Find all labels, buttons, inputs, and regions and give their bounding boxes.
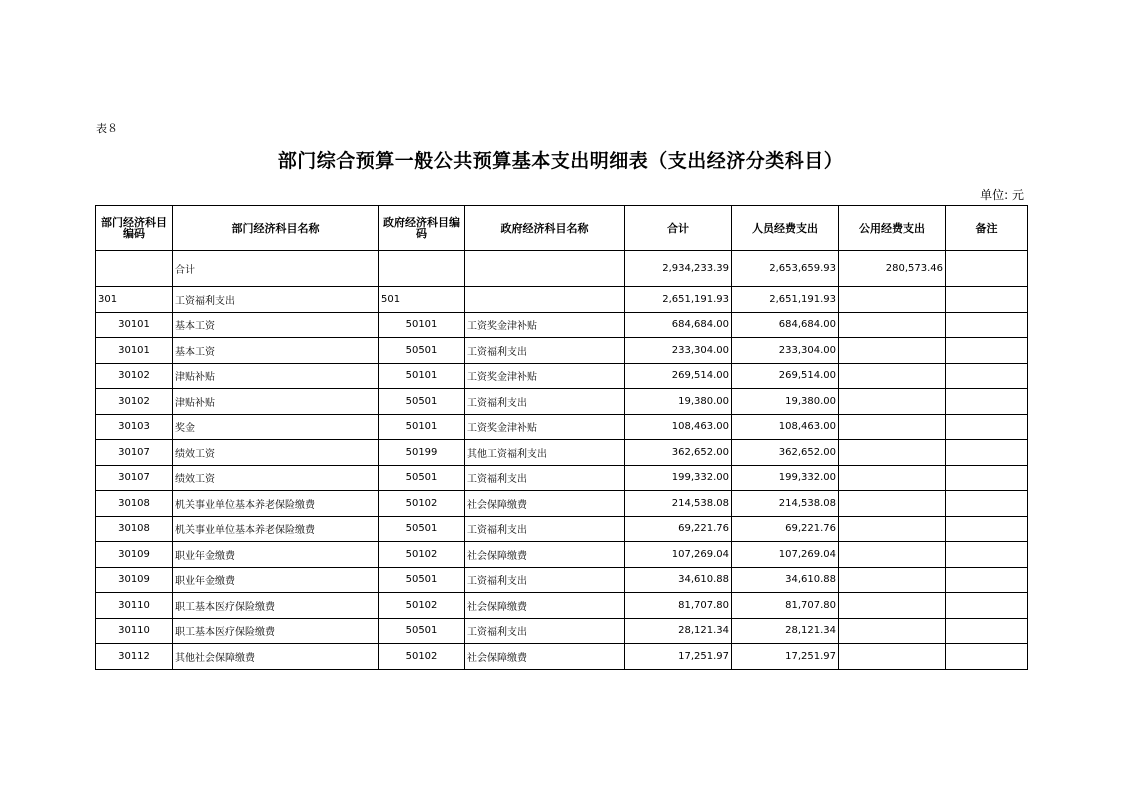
cell-gov-name: 工资奖金津补贴	[465, 312, 625, 338]
cell-gov-name: 工资福利支出	[465, 389, 625, 415]
cell-dept-name: 津贴补贴	[173, 363, 379, 389]
cell-note	[946, 491, 1028, 517]
cell-total: 199,332.00	[625, 465, 732, 491]
cell-total: 684,684.00	[625, 312, 732, 338]
cell-total: 362,652.00	[625, 440, 732, 466]
cell-gov-name: 社会保障缴费	[465, 491, 625, 517]
cell-gov-name: 工资福利支出	[465, 567, 625, 593]
cell-gov-name: 工资福利支出	[465, 618, 625, 644]
cell-dept-code: 30107	[96, 440, 173, 466]
cell-gov-name: 工资福利支出	[465, 338, 625, 364]
cell-note	[946, 414, 1028, 440]
cell-public	[839, 542, 946, 568]
cell-personnel: 34,610.88	[732, 567, 839, 593]
cell-total: 233,304.00	[625, 338, 732, 364]
table-row	[96, 516, 1028, 542]
cell-note	[946, 644, 1028, 670]
cell-total: 108,463.00	[625, 414, 732, 440]
cell-personnel: 233,304.00	[732, 338, 839, 364]
cell-public	[839, 491, 946, 517]
cell-public	[839, 618, 946, 644]
cell-total: 28,121.34	[625, 618, 732, 644]
table-row	[96, 491, 1028, 517]
cell-public	[839, 414, 946, 440]
cell-personnel: 107,269.04	[732, 542, 839, 568]
table-row	[96, 542, 1028, 568]
col-header-public: 公用经费支出	[839, 206, 946, 251]
cell-public	[839, 287, 946, 313]
cell-gov-code: 50101	[379, 414, 465, 440]
cell-personnel: 684,684.00	[732, 312, 839, 338]
cell-gov-code: 50501	[379, 465, 465, 491]
cell-public	[839, 440, 946, 466]
cell-note	[946, 465, 1028, 491]
cell-dept-code: 30102	[96, 363, 173, 389]
cell-note	[946, 389, 1028, 415]
col-header-gov-name: 政府经济科目名称	[465, 206, 625, 251]
cell-personnel: 17,251.97	[732, 644, 839, 670]
cell-public	[839, 644, 946, 670]
total-personnel: 2,653,659.93	[732, 251, 839, 287]
cell-personnel: 199,332.00	[732, 465, 839, 491]
table-row	[96, 618, 1028, 644]
cell-dept-name: 绩效工资	[173, 440, 379, 466]
cell-gov-code: 50102	[379, 644, 465, 670]
total-gov-code	[379, 251, 465, 287]
cell-personnel: 269,514.00	[732, 363, 839, 389]
cell-public	[839, 363, 946, 389]
total-amount: 2,934,233.39	[625, 251, 732, 287]
cell-total: 17,251.97	[625, 644, 732, 670]
cell-gov-code: 50101	[379, 363, 465, 389]
cell-dept-code: 30101	[96, 312, 173, 338]
cell-personnel: 214,538.08	[732, 491, 839, 517]
table-row	[96, 389, 1028, 415]
cell-dept-name: 职业年金缴费	[173, 567, 379, 593]
cell-public	[839, 338, 946, 364]
table-row	[96, 414, 1028, 440]
cell-dept-name: 基本工资	[173, 338, 379, 364]
cell-dept-name: 机关事业单位基本养老保险缴费	[173, 491, 379, 517]
cell-dept-name: 机关事业单位基本养老保险缴费	[173, 516, 379, 542]
cell-public	[839, 593, 946, 619]
cell-dept-code: 30112	[96, 644, 173, 670]
header-row	[96, 206, 1028, 251]
cell-gov-code: 501	[379, 287, 465, 313]
cell-dept-code: 30102	[96, 389, 173, 415]
table-row	[96, 593, 1028, 619]
cell-personnel: 362,652.00	[732, 440, 839, 466]
cell-note	[946, 567, 1028, 593]
cell-gov-name: 工资福利支出	[465, 465, 625, 491]
cell-dept-code: 30108	[96, 491, 173, 517]
cell-public	[839, 516, 946, 542]
cell-personnel: 28,121.34	[732, 618, 839, 644]
cell-public	[839, 389, 946, 415]
cell-note	[946, 618, 1028, 644]
table-row	[96, 567, 1028, 593]
cell-dept-name: 津贴补贴	[173, 389, 379, 415]
cell-dept-code: 30110	[96, 593, 173, 619]
cell-public	[839, 567, 946, 593]
total-public: 280,573.46	[839, 251, 946, 287]
cell-note	[946, 593, 1028, 619]
col-header-personnel: 人员经费支出	[732, 206, 839, 251]
cell-dept-name: 基本工资	[173, 312, 379, 338]
cell-gov-name: 工资福利支出	[465, 516, 625, 542]
cell-personnel: 2,651,191.93	[732, 287, 839, 313]
cell-note	[946, 440, 1028, 466]
table-number: 表８	[96, 122, 118, 135]
cell-note	[946, 287, 1028, 313]
cell-gov-code: 50101	[379, 312, 465, 338]
cell-note	[946, 542, 1028, 568]
cell-total: 81,707.80	[625, 593, 732, 619]
cell-note	[946, 363, 1028, 389]
table-row	[96, 440, 1028, 466]
cell-dept-code: 30109	[96, 567, 173, 593]
table-row	[96, 338, 1028, 364]
cell-total: 19,380.00	[625, 389, 732, 415]
table-row	[96, 465, 1028, 491]
cell-gov-code: 50501	[379, 567, 465, 593]
table-row	[96, 312, 1028, 338]
cell-gov-code: 50501	[379, 516, 465, 542]
cell-note	[946, 312, 1028, 338]
table-row	[96, 363, 1028, 389]
cell-gov-code: 50199	[379, 440, 465, 466]
cell-note	[946, 516, 1028, 542]
cell-total: 2,651,191.93	[625, 287, 732, 313]
cell-gov-code: 50501	[379, 338, 465, 364]
cell-public	[839, 465, 946, 491]
cell-public	[839, 312, 946, 338]
budget-table	[95, 205, 1028, 670]
cell-dept-code: 30109	[96, 542, 173, 568]
cell-dept-name: 工资福利支出	[173, 287, 379, 313]
cell-note	[946, 338, 1028, 364]
cell-gov-name	[465, 287, 625, 313]
document-title: 部门综合预算一般公共预算基本支出明细表（支出经济分类科目）	[277, 150, 844, 172]
cell-personnel: 19,380.00	[732, 389, 839, 415]
cell-gov-code: 50501	[379, 389, 465, 415]
cell-dept-code: 30108	[96, 516, 173, 542]
cell-dept-code: 30110	[96, 618, 173, 644]
cell-personnel: 69,221.76	[732, 516, 839, 542]
cell-total: 214,538.08	[625, 491, 732, 517]
cell-gov-code: 50102	[379, 491, 465, 517]
cell-gov-code: 50501	[379, 618, 465, 644]
total-note	[946, 251, 1028, 287]
cell-dept-code: 30103	[96, 414, 173, 440]
col-header-dept-code: 部门经济科目编码	[96, 206, 173, 251]
cell-gov-name: 社会保障缴费	[465, 542, 625, 568]
cell-gov-name: 社会保障缴费	[465, 593, 625, 619]
total-label: 合计	[173, 251, 379, 287]
cell-dept-code: 301	[96, 287, 173, 313]
cell-dept-code: 30101	[96, 338, 173, 364]
cell-gov-code: 50102	[379, 593, 465, 619]
cell-gov-name: 工资奖金津补贴	[465, 414, 625, 440]
cell-dept-name: 奖金	[173, 414, 379, 440]
cell-personnel: 108,463.00	[732, 414, 839, 440]
total-dept-code	[96, 251, 173, 287]
cell-total: 107,269.04	[625, 542, 732, 568]
cell-gov-name: 其他工资福利支出	[465, 440, 625, 466]
cell-gov-code: 50102	[379, 542, 465, 568]
col-header-dept-name: 部门经济科目名称	[173, 206, 379, 251]
total-row	[96, 251, 1028, 287]
cell-gov-name: 工资奖金津补贴	[465, 363, 625, 389]
cell-total: 34,610.88	[625, 567, 732, 593]
table-row	[96, 644, 1028, 670]
cell-gov-name: 社会保障缴费	[465, 644, 625, 670]
cell-dept-name: 其他社会保障缴费	[173, 644, 379, 670]
cell-total: 269,514.00	[625, 363, 732, 389]
total-gov-name	[465, 251, 625, 287]
cell-personnel: 81,707.80	[732, 593, 839, 619]
unit-label: 单位: 元	[980, 188, 1024, 202]
cell-dept-name: 职业年金缴费	[173, 542, 379, 568]
cell-dept-name: 职工基本医疗保险缴费	[173, 618, 379, 644]
cell-dept-name: 职工基本医疗保险缴费	[173, 593, 379, 619]
col-header-gov-code: 政府经济科目编码	[379, 206, 465, 251]
col-header-total: 合计	[625, 206, 732, 251]
cell-dept-name: 绩效工资	[173, 465, 379, 491]
cell-total: 69,221.76	[625, 516, 732, 542]
cell-dept-code: 30107	[96, 465, 173, 491]
table-row	[96, 287, 1028, 313]
col-header-note: 备注	[946, 206, 1028, 251]
